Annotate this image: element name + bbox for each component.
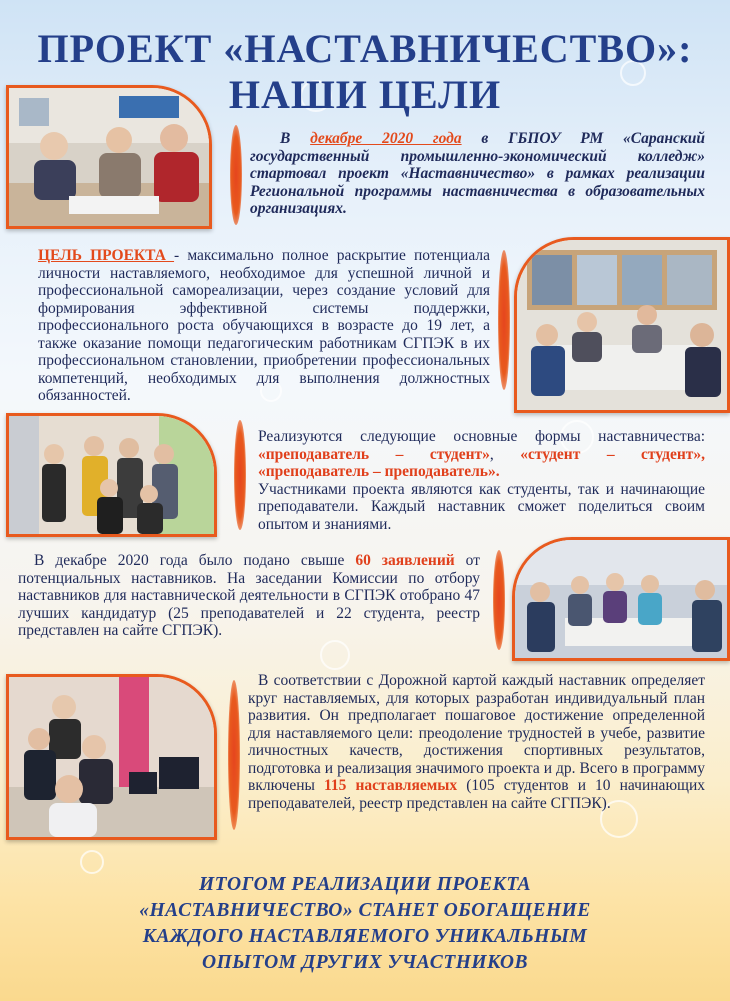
intro-paragraph: В декабре 2020 года в ГБПОУ РМ «Саранский государственный промышленно-экономический колледж» стартовал проект «Наставничество» в рамках реализации Региональной программы наставничества в образовательных организациях.	[250, 130, 705, 217]
applications-count: 60 заявлений	[355, 552, 455, 569]
accent-bar	[228, 680, 240, 830]
conclusion-line-1: ИТОГОМ РЕАЛИЗАЦИИ ПРОЕКТА	[198, 874, 532, 895]
conclusion-line-4: ОПЫТОМ ДРУГИХ УЧАСТНИКОВ	[202, 952, 528, 973]
accent-bar	[234, 420, 246, 530]
form-teacher-student: «преподаватель – студент»	[258, 445, 490, 463]
bokeh-decoration	[80, 850, 104, 874]
title-line-1: ПРОЕКТ «НАСТАВНИЧЕСТВО»:	[37, 26, 693, 71]
accent-bar	[230, 125, 242, 225]
title-line-2: НАШИ ЦЕЛИ	[228, 72, 502, 117]
accent-bar	[498, 250, 510, 390]
photo-meeting-room	[514, 237, 730, 413]
photo-computer-lab	[6, 674, 217, 840]
bokeh-decoration	[320, 640, 350, 670]
conclusion-line-2: «НАСТАВНИЧЕСТВО» СТАНЕТ ОБОГАЩЕНИЕ	[139, 900, 591, 921]
applications-paragraph: В декабре 2020 года было подано свыше 60 заявлений от потенциальных наставников. На заседании Комиссии по отбору наставников для наставнической деятельности в СГПЭК отобрано 47 лучших кандидатур (25 преподавателей и 22 студента, реестр представлен на сайте СГПЭК).	[18, 552, 480, 639]
forms-paragraph: Реализуются следующие основные формы наставничества: «преподаватель – студент», «студент – студент», «преподаватель – преподаватель». Участниками проекта являются как студенты, так и начинающие преподаватели. Каждый наставник сможет поделиться своим опытом и знаниями.	[258, 428, 706, 533]
roadmap-paragraph: В соответствии с Дорожной картой каждый наставник определяет круг наставляемых, для которых разработан индивидуальный план развития. Он предполагает пошаговое достижение определенной для наставляемого цели: преодоление трудностей в учебе, развитие личностных качеств, достижения спортивных результатов, подготовка и реализация значимого проекта и др. Всего в программу включены 115 наставляемых (105 студентов и 10 начинающих преподавателей, реестр представлен на сайте СГПЭК).	[248, 672, 705, 812]
mentees-count: 115 наставляемых	[324, 777, 458, 794]
conclusion-block	[40, 872, 690, 976]
accent-bar	[493, 550, 505, 650]
photo-students-table	[512, 537, 730, 661]
photo-meeting-teachers	[6, 85, 212, 229]
conclusion-line-3: КАЖДОГО НАСТАВЛЯЕМОГО УНИКАЛЬНЫМ	[142, 926, 588, 947]
goal-paragraph: ЦЕЛЬ ПРОЕКТА - максимально полное раскрытие потенциала личности наставляемого, необходимое для успешной личной и профессиональной самореализации, через создание условий для формирования эффективной системы поддержки, профессионального роста обучающихся в возрасте до 19 лет, а также оказание помощи педагогическим работникам СГПЭК в их профессиональном становлении, приобретении профессиональных компетенций, необходимых для выполнения должностных обязанностей.	[38, 247, 490, 404]
form-other: «студент – студент», «преподаватель – преподаватель».	[258, 445, 706, 480]
intro-date: декабре 2020 года	[310, 130, 462, 147]
participants-text: Участниками проекта являются как студенты, так и начинающие преподаватели. Каждый наставник сможет поделиться своим опытом и знаниями.	[258, 480, 705, 533]
photo-students-group	[6, 413, 217, 537]
goal-label: ЦЕЛЬ ПРОЕКТА	[38, 247, 175, 264]
